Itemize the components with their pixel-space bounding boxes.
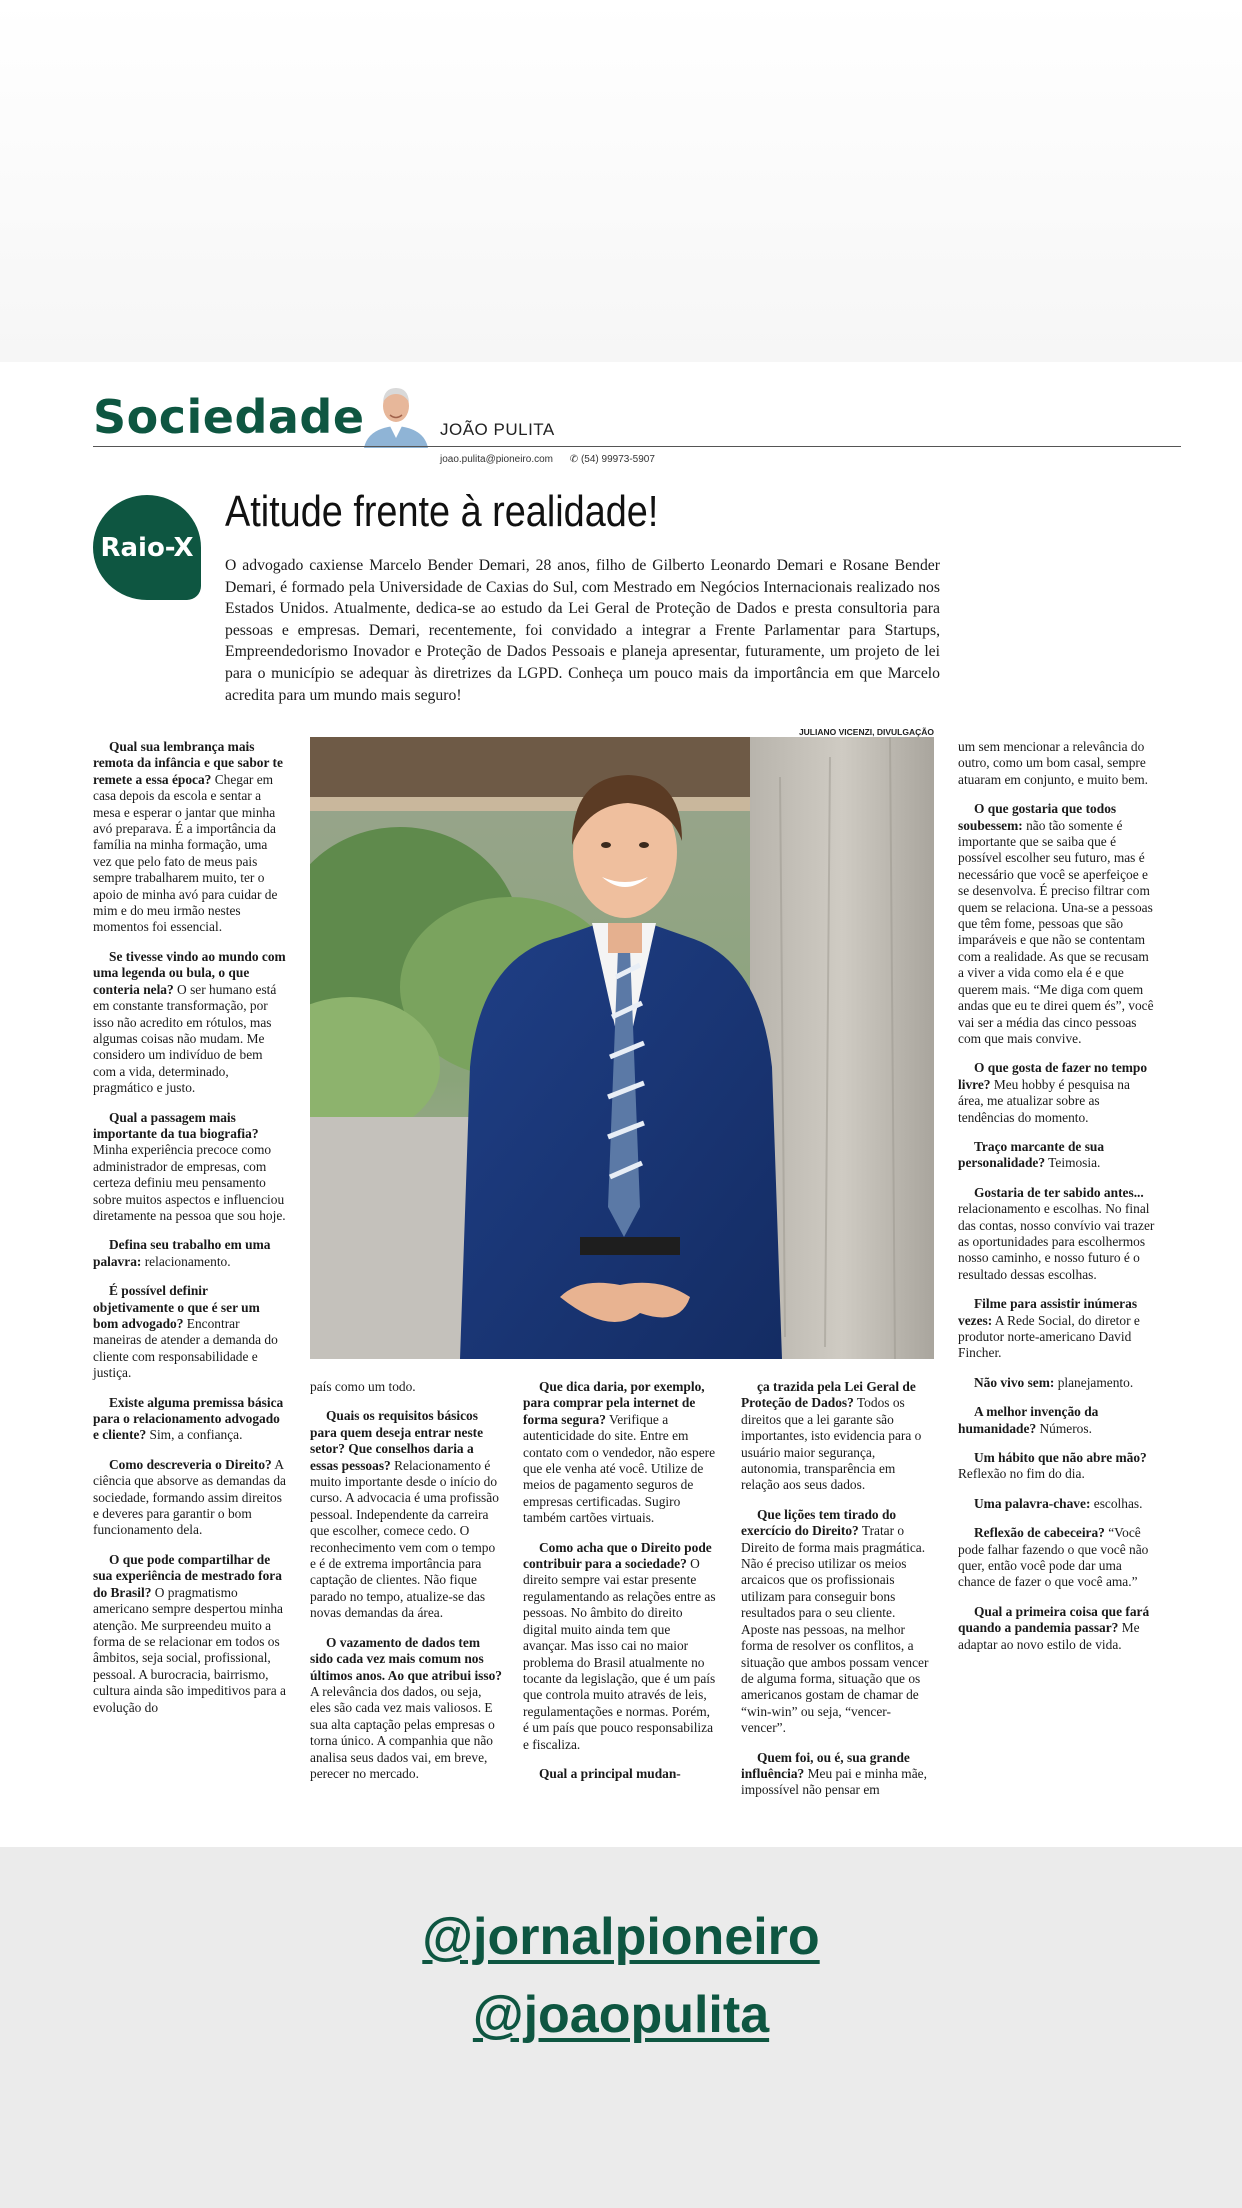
- qa-paragraph: [523, 1379, 716, 1527]
- author-name: JOÃO PULITA: [440, 420, 555, 439]
- answer: Encontrar maneiras de atender a demanda do cliente com responsabilidade e justiça.: [93, 1316, 278, 1381]
- answer: Minha experiência precoce como administrador de empresas, com certeza definiu meu pensamento sobre muitos aspectos e influenciou diretamente na pessoa que sou hoje.: [93, 1142, 286, 1223]
- qa-paragraph: [958, 739, 1158, 788]
- question: O que gostaria que todos soubessem:: [958, 801, 1117, 833]
- raio-x-badge: Raio-X: [93, 495, 201, 600]
- photo-credit: JULIANO VICENZI, DIVULGAÇÃO: [798, 727, 934, 737]
- question: Gostaria de ter sabido antes...: [974, 1184, 1144, 1200]
- answer: planejamento.: [1054, 1374, 1134, 1390]
- question: É possível definir objetivamente o que é ser um bom advogado?: [93, 1283, 260, 1331]
- answer: Tratar o Direito de forma mais pragmática. Não é preciso utilizar os meios arcaicos que os profissionais utilizam para conseguir bons resultados para o seu cliente. Aposte nas pessoas, na melhor forma de resolver os conflitos, a situação que ambos possam vencer de alguma forma, situação que os americanos gostam de chamar de “win-win” ou seja, “vencer-vencer”.: [741, 1523, 929, 1736]
- answer: O pragmatismo americano sempre despertou minha atenção. Me surpreendeu muito a forma de se relacionar em todos os âmbitos, seja social, profissional, pessoal. A burocracia, bairrismo, cultura ainda são impeditivos para a evolução do: [93, 1584, 286, 1715]
- text-column-4: [741, 1379, 934, 1812]
- qa-paragraph: [958, 1185, 1158, 1283]
- question: O que pode compartilhar de sua experiência de mestrado fora do Brasil?: [93, 1551, 282, 1600]
- author-phone-number: (54) 99973-5907: [580, 454, 655, 465]
- answer: Me adaptar ao novo estilo de vida.: [958, 1620, 1140, 1652]
- header-rule: [93, 446, 1181, 447]
- answer: “Você pode falhar fazendo o que você não quer, então você pode dar uma chance de fazer o que você ama.”: [958, 1525, 1149, 1590]
- qa-paragraph: [741, 1507, 934, 1737]
- qa-paragraph: [93, 1552, 288, 1716]
- story-footer: [0, 1847, 1242, 2208]
- question: Existe alguma premissa básica para o relacionamento advogado e cliente?: [93, 1394, 284, 1443]
- text-column-5: [958, 739, 1158, 1666]
- section-title: Sociedade: [93, 390, 365, 444]
- question: Um hábito que não abre mão?: [974, 1450, 1147, 1466]
- qa-paragraph: [741, 1750, 934, 1799]
- question: Uma palavra-chave:: [974, 1495, 1091, 1511]
- question: ça trazida pela Lei Geral de Proteção de Dados?: [741, 1379, 916, 1411]
- handle-jornalpioneiro[interactable]: @jornalpioneiro: [422, 1908, 820, 1966]
- answer: um sem mencionar a relevância do outro, como um bom casal, sempre atuaram em conjunto, e muito bem.: [958, 739, 1149, 787]
- qa-paragraph: [958, 801, 1158, 1047]
- qa-paragraph: [741, 1379, 934, 1494]
- author-avatar: [360, 380, 432, 448]
- story-top-blank: [0, 0, 1242, 362]
- qa-paragraph: [958, 1139, 1158, 1172]
- qa-paragraph: [523, 1540, 716, 1753]
- answer: relacionamento.: [141, 1253, 231, 1269]
- qa-paragraph: [958, 1496, 1158, 1512]
- qa-paragraph: [958, 1604, 1158, 1653]
- text-column-3: [523, 1379, 716, 1795]
- answer: Números.: [1036, 1420, 1092, 1436]
- author-contact: [440, 454, 655, 465]
- qa-paragraph: [93, 1283, 288, 1381]
- question: Quem foi, ou é, sua grande influência?: [741, 1749, 910, 1781]
- answer: Meu hobby é pesquisa na área, me atualizar sobre as tendências do momento.: [958, 1076, 1130, 1125]
- question: O vazamento de dados tem sido cada vez mais comum nos últimos anos. Ao que atribui isso?: [310, 1634, 502, 1683]
- answer: Meu pai e minha mãe, impossível não pensar em: [741, 1765, 927, 1798]
- headline: Atitude frente à realidade!: [225, 487, 659, 536]
- answer: Todos os direitos que a lei garante são importantes, isto evidencia para o usuário maior segurança, autonomia, transparência em relação aos seus dados.: [741, 1395, 922, 1493]
- question: Não vivo sem:: [974, 1374, 1055, 1390]
- answer: Reflexão no fim do dia.: [958, 1466, 1085, 1482]
- answer: A ciência que absorve as demandas da sociedade, formando assim direitos e deveres para garantir o bom funcionamento dela.: [93, 1456, 286, 1538]
- answer: O ser humano está em constante transformação, por isso não acredito em rótulos, mas algumas coisas não mudam. Me considero um indivíduo de bem com a vida, determinado, pragmático e justo.: [93, 981, 277, 1096]
- qa-paragraph: [310, 1379, 503, 1395]
- answer: A relevância dos dados, ou seja, eles são cada vez mais valiosos. E sua alta captação pelas empresas o torna único. A companhia que não analisa seus dados vai, em breve, perecer no mercado.: [310, 1683, 495, 1781]
- qa-paragraph: [958, 1404, 1158, 1437]
- answer: escolhas.: [1090, 1495, 1143, 1511]
- whatsapp-icon: ✆: [569, 454, 581, 465]
- question: Qual a passagem mais importante da tua biografia?: [93, 1109, 259, 1141]
- answer: relacionamento e escolhas. No final das contas, nosso convívio vai trazer as oportunidades para escolhermos nosso caminho, e nosso futuro é o resultado dessas escolhas.: [958, 1201, 1155, 1282]
- answer: país como um todo.: [310, 1379, 416, 1394]
- qa-paragraph: [958, 1450, 1158, 1483]
- answer: Verifique a autenticidade do site. Entre em contato com o vendedor, não espere que ele venha até você. Utilize de meios de pagamento seguros de empresas certificadas. Sugiro também cartões virtuais.: [523, 1411, 716, 1526]
- question: Que dica daria, por exemplo, para comprar pela internet de forma segura?: [523, 1379, 705, 1427]
- answer: Teimosia.: [1045, 1155, 1101, 1171]
- qa-paragraph: [523, 1766, 716, 1782]
- qa-paragraph: [958, 1060, 1158, 1126]
- question: O que gosta de fazer no tempo livre?: [958, 1060, 1148, 1092]
- answer: Chegar em casa depois da escola e sentar a mesa e esperar o jantar que minha avó preparava. É a importância da família na minha formação, uma vez que pelo fato de meus pais sempre trabalharem muito, ter o apoio de minha avó para cuidar de mim e do meu irmão nestes momentos foi essencial.: [93, 771, 278, 935]
- author-email: joao.pulita@pioneiro.com: [440, 454, 553, 465]
- question: Defina seu trabalho em uma palavra:: [93, 1237, 271, 1269]
- question: Como descreveria o Direito?: [109, 1456, 272, 1472]
- question: Qual sua lembrança mais remota da infância e que sabor te remete a essa época?: [93, 739, 283, 787]
- intro-paragraph: O advogado caxiense Marcelo Bender Demari, 28 anos, filho de Gilberto Leonardo Demari e Rosane Bender Demari, é formado pela Universidade de Caxias do Sul, com Mestrado em Negócios Internacionais realizado nos Estados Unidos. Atualmente, dedica-se ao estudo da Lei Geral de Proteção de Dados e presta consultoria para pessoas e empresas. Demari, recentemente, foi convidado a integrar a Frente Parlamentar para Startups, Empreendedorismo Inovador e Proteção de Dados Pessoais e planeja apresentar, futuramente, um projeto de lei para o município se adequar às diretrizes da LGPD. Conheça um pouco mais da importância em que Marcelo acredita para um mundo mais seguro!: [225, 557, 940, 704]
- qa-paragraph: [958, 1525, 1158, 1591]
- answer: Relacionamento é muito importante desde o início do curso. A advocacia é uma profissão pessoal. Independente da carreira que escolher, comece cedo. O reconhecimento vem com o tempo e é de extrema importância para captação de clientes. Não fique parado no tempo, atualize-se das novas demandas da área.: [310, 1457, 499, 1621]
- question: Que lições tem tirado do exercício do Direito?: [741, 1506, 897, 1539]
- qa-paragraph: [93, 949, 288, 1097]
- qa-paragraph: [958, 1296, 1158, 1362]
- answer: Sim, a confiança.: [146, 1427, 243, 1443]
- answer: não tão somente é importante que se saiba que é possível escolher seu futuro, mas é necessário que você se aperfeiçoe e se desenvolva. É preciso filtrar com quem se relaciona. Una-se a pessoas que têm fome, pessoas que são imparáveis e que não se contentam com a realidade. As que se recusam a viver a vida como ela é e que querem mais. “Me diga com quem andas que eu te direi quem és”, você vai ser a média das cinco pessoas com que mais convive.: [958, 817, 1154, 1046]
- qa-paragraph: [93, 1395, 288, 1444]
- qa-paragraph: [93, 1457, 288, 1539]
- question: Como acha que o Direito pode contribuir para a sociedade?: [523, 1539, 712, 1572]
- qa-paragraph: [93, 1237, 288, 1270]
- text-column-1: [93, 739, 288, 1729]
- qa-paragraph: [93, 739, 288, 936]
- question: A melhor invenção da humanidade?: [958, 1404, 1099, 1436]
- question: Qual a principal mudan-: [539, 1765, 681, 1781]
- portrait-photo: [310, 737, 934, 1359]
- answer: O direito sempre vai estar presente regulamentando as relações entre as pessoas. No âmbito do direito digital muito ainda tem que avançar. Mas isso cai no maior problema do Brasil atualmente no tocante da legislação, que é um país que controla muito através de leis, regulamentações e normas. Porém, é um país que pouco responsabiliza e fiscaliza.: [523, 1556, 716, 1752]
- author-phone: [570, 454, 655, 465]
- handle-joaopulita[interactable]: @joaopulita: [472, 1986, 770, 2044]
- question: Qual a primeira coisa que fará quando a pandemia passar?: [958, 1603, 1150, 1636]
- text-column-2: [310, 1379, 503, 1795]
- question: Traço marcante de sua personalidade?: [958, 1138, 1105, 1171]
- question: Filme para assistir inúmeras vezes:: [958, 1296, 1138, 1328]
- qa-paragraph: [93, 1110, 288, 1225]
- question: Quais os requisitos básicos para quem deseja entrar neste setor? Que conselhos daria a essas pessoas?: [310, 1408, 484, 1473]
- qa-paragraph: [310, 1408, 503, 1621]
- question: Reflexão de cabeceira?: [974, 1525, 1105, 1541]
- question: Se tivesse vindo ao mundo com uma legenda ou bula, o que conteria nela?: [93, 948, 286, 997]
- qa-paragraph: [958, 1375, 1158, 1391]
- qa-paragraph: [310, 1635, 503, 1783]
- newspaper-page: [0, 362, 1242, 1847]
- answer: A Rede Social, do diretor e produtor norte-americano David Fincher.: [958, 1312, 1140, 1361]
